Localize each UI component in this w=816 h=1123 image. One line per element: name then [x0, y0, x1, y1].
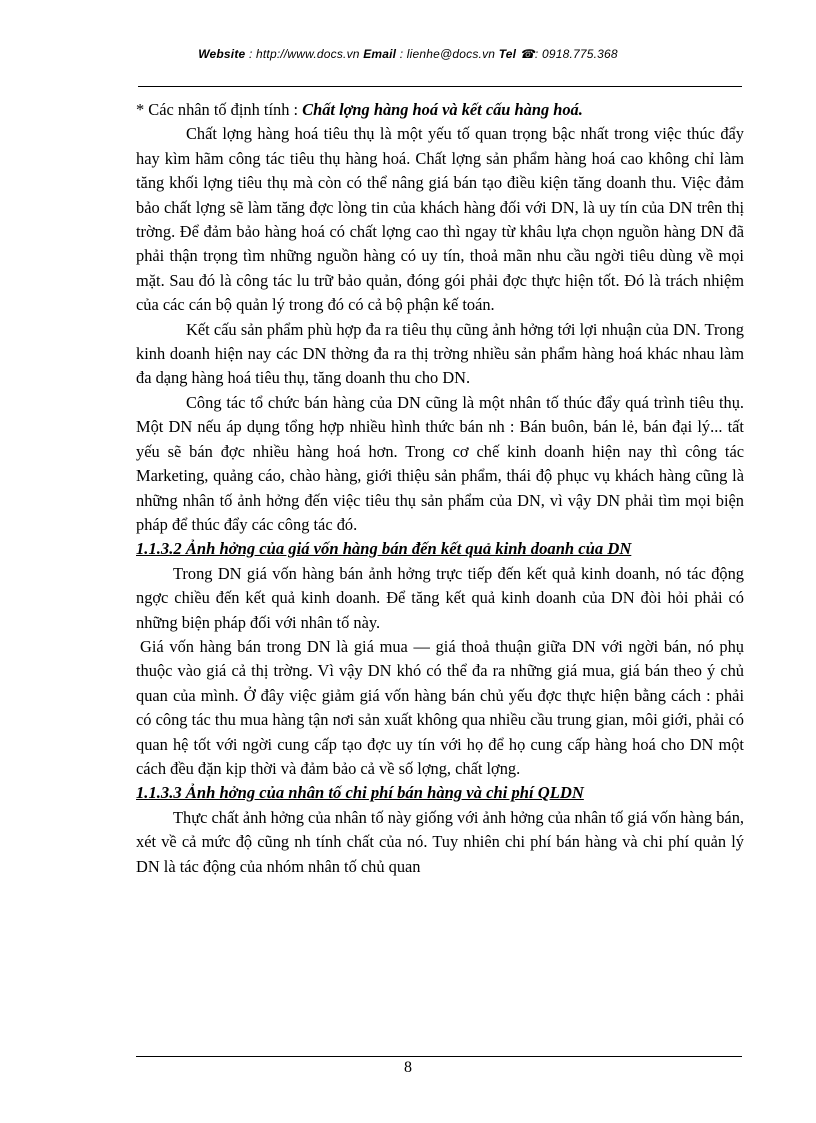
- document-body: [136, 98, 744, 879]
- heading-emphasis: Chất lợng hàng hoá và kết cấu hàng hoá.: [302, 100, 583, 119]
- email-label: Email: [363, 47, 397, 61]
- paragraph-cogs-impact: Trong DN giá vốn hàng bán ảnh hởng trực tiếp đến kết quả kinh doanh, nó tác động ngợc chiều đến kết quả kinh doanh. Để tăng kết quả kinh doanh của DN đòi hỏi phải có những biện pháp đối với nhân tố này.: [136, 563, 744, 632]
- paragraph-selling-admin-costs: Thực chất ảnh hởng của nhân tố này giống với ảnh hởng của nhân tố giá vốn hàng bán, xét về cả mức độ cũng nh tính chất của nó. Tuy nhiên chi phí bán hàng và chi phí quản lý DN là tác động của nhóm nhân tố chủ quan: [136, 807, 744, 876]
- section-title-1132: 1.1.3.2 Ảnh hởng của giá vốn hàng bán đến kết quả kinh doanh của DN: [136, 539, 632, 559]
- paragraph-sales-organization: Công tác tổ chức bán hàng của DN cũng là một nhân tố thúc đẩy quá trình tiêu thụ. Một DN nếu áp dụng tổng hợp nhiều hình thức bán nh : Bán buôn, bán lẻ, bán đại lý... tất yếu sẽ bán đợc nhiều hàng hoá hơn. Trong cơ chế kinh doanh hiện nay thì công tác Marketing, quảng cáo, chào hàng, giới thiệu sản phẩm, thái độ phục vụ khách hàng cũng là những nhân tố ảnh hởng đến việc tiêu thụ sản phẩm của DN, vì vậy DN phải tìm mọi biện pháp để thúc đẩy các công tác đó.: [136, 392, 744, 534]
- tel-value: : 0918.775.368: [534, 47, 618, 61]
- phone-icon: ☎: [519, 47, 535, 61]
- header-divider: [138, 86, 742, 87]
- qualitative-factors-heading: [136, 98, 744, 122]
- heading-lead: * Các nhân tố định tính :: [136, 100, 303, 119]
- tel-label: Tel: [498, 47, 517, 61]
- section-title-1133: 1.1.3.3 Ảnh hởng của nhân tố chi phí bán hàng và chi phí QLDN: [136, 783, 584, 803]
- footer-divider: [136, 1056, 742, 1057]
- paragraph-cogs-price: Giá vốn hàng bán trong DN là giá mua — giá thoả thuận giữa DN với ngời bán, nó phụ thuộc vào giá cả thị trờng. Vì vậy DN khó có thể đa ra những giá mua, giá bán theo ý chủ quan của mình. Ở đây việc giảm giá vốn hàng bán chủ yếu đợc thực hiện bằng cách : phải có công tác thu mua hàng tận nơi sản xuất không qua nhiều cầu trung gian, môi giới, phải có quan hệ tốt với ngời cung cấp tạo đợc uy tín với họ để họ cung cấp hàng hoá cho DN một cách đều đặn kịp thời và đảm bảo cả về số lợng, chất lợng.: [136, 636, 744, 778]
- page-header: [0, 47, 816, 61]
- paragraph-quality: Chất lợng hàng hoá tiêu thụ là một yếu tố quan trọng bậc nhất trong việc thúc đẩy hay kìm hãm công tác tiêu thụ hàng hoá. Chất lợng sản phẩm hàng hoá cao không chỉ làm tăng khối lợng tiêu thụ mà còn có thể nâng giá bán tạo điều kiện tăng doanh thu. Việc đảm bảo chất lợng sẽ làm tăng đợc lòng tin của khách hàng đối với DN, là uy tín của DN trên thị trờng. Để đảm bảo hàng hoá có chất lợng cao thì ngay từ khâu lựa chọn nguồn hàng DN đã phải thận trọng tìm những nguồn hàng có uy tín, thoả mãn nhu cầu ngời tiêu dùng về mọi mặt. Sau đó là công tác lu trữ bảo quản, đóng gói phải đợc thực hiện tốt. Đó là trách nhiệm của các cán bộ quản lý trong đó có cả bộ phận kế toán.: [136, 124, 744, 315]
- paragraph-structure: Kết cấu sản phẩm phù hợp đa ra tiêu thụ cũng ảnh hởng tới lợi nhuận của DN. Trong kinh doanh hiện nay các DN thờng đa ra thị trờng nhiều sản phẩm hàng hoá khác nhau làm đa dạng hàng hoá tiêu thụ, tăng doanh thu cho DN.: [136, 319, 744, 388]
- website-label: Website: [198, 47, 246, 61]
- website-value: : http://www.docs.vn: [245, 47, 364, 61]
- page-number: 8: [404, 1059, 412, 1076]
- email-value: : lienhe@docs.vn: [396, 47, 499, 61]
